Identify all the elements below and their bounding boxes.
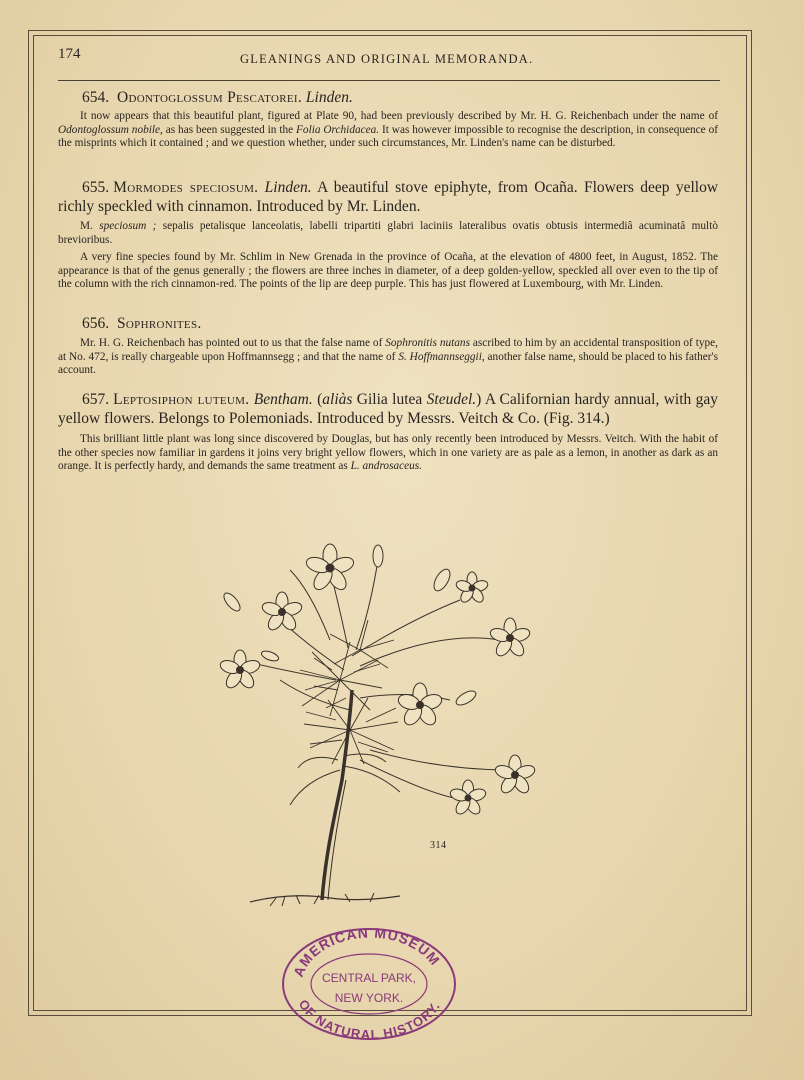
entry-656-name: Sophronites. — [117, 315, 202, 332]
stamp-line-2: NEW YORK. — [334, 991, 404, 1005]
entry-655-name: Mormodes speciosum. — [113, 179, 259, 196]
entry-654-author: Linden. — [305, 89, 353, 106]
entry-657-name: Leptosiphon luteum. — [113, 391, 250, 408]
entry-655-heading: 655. Mormodes speciosum. Linden. A beautiful stove epiphyte, from Ocaña. Flowers deep yellow richly speckled with cinnamon. Introduced by Mr. Linden. — [58, 179, 719, 215]
stamp-bottom-arc: OF NATURAL HISTORY. — [295, 996, 444, 1042]
entry-654-heading: 654. Odontoglossum Pescatorei. Linden. — [82, 89, 353, 106]
stamp-line-1: CENTRAL PARK, — [321, 971, 417, 985]
entry-655 — [58, 178, 718, 292]
running-head: GLEANINGS AND ORIGINAL MEMORANDA. — [240, 52, 534, 66]
entry-655-author: Linden. — [264, 179, 312, 196]
page-number: 174 — [58, 46, 81, 62]
entry-655-body: A very fine species found by Mr. Schlim in New Grenada in the province of Ocaña, at the elevation of 4800 feet, in August, 1852. The appearance is that of the genus generally ; the flowers are three inches in diameter, of a deep golden-yellow, speckled all over even to the tip of the column with the rich cinnamon-red. The points of the lip are deep purple. This has just flowered at Luxembourg, with Mr. Linden. — [58, 251, 718, 291]
figure-number: 314 — [430, 840, 447, 851]
entry-657-heading: 657. Leptosiphon luteum. Bentham. (aliàs Gilia lutea Steudel.) A Californian hardy annual, with gay yellow flowers. Belongs to Polemoniads. Introduced by Messrs. Veitch & Co. (Fig. 314.) — [58, 391, 718, 427]
entry-657-author: Bentham. — [253, 391, 313, 408]
entry-654 — [58, 88, 718, 151]
header-rule — [58, 80, 720, 81]
entry-656-heading: 656. Sophronites. — [82, 315, 202, 332]
entry-657 — [58, 390, 718, 474]
entry-657-body: This brilliant little plant was long since discovered by Douglas, but has only recently been introduced by Messrs. Veitch. With the habit of the other species now familiar in gardens it joins very bright yellow flowers, which in one variety are as pale as a lemon, in another as dark as an orange. It is perfectly hardy, and demands the same treatment as L. androsaceus. — [58, 433, 718, 473]
entry-656-body: Mr. H. G. Reichenbach has pointed out to us that the false name of Sophronitis nutans ascribed to him by an accidental transposition of type, at No. 472, is really chargeable upon Hoffmannsegg ; and that the name of S. Hoffmannseggii, another false name, should be placed to his father's account. — [58, 337, 718, 377]
entry-656 — [58, 314, 718, 378]
museum-library-stamp — [280, 926, 458, 1042]
entry-654-name: Odontoglossum Pescatorei. — [117, 89, 303, 106]
entry-655-latin: M. speciosum ; sepalis petalisque lanceolatis, labelli tripartiti glabri laciniis lateralibus ovatis obtusis intermediâ acuminatâ multò brevioribus. — [58, 220, 718, 246]
stamp-top-arc: AMERICAN MUSEUM — [289, 926, 444, 980]
entry-654-body: It now appears that this beautiful plant, figured at Plate 90, had been previously described by Mr. H. G. Reichenbach under the name of Odontoglossum nobile, as has been suggested in the Folia Orchidacea. It was however impossible to recognise the description, in consequence of the misprints which it contained ; and we question whether, under such circumstances, Mr. Linden's name can be disturbed. — [58, 110, 718, 150]
figure-314-engraving — [210, 530, 550, 920]
